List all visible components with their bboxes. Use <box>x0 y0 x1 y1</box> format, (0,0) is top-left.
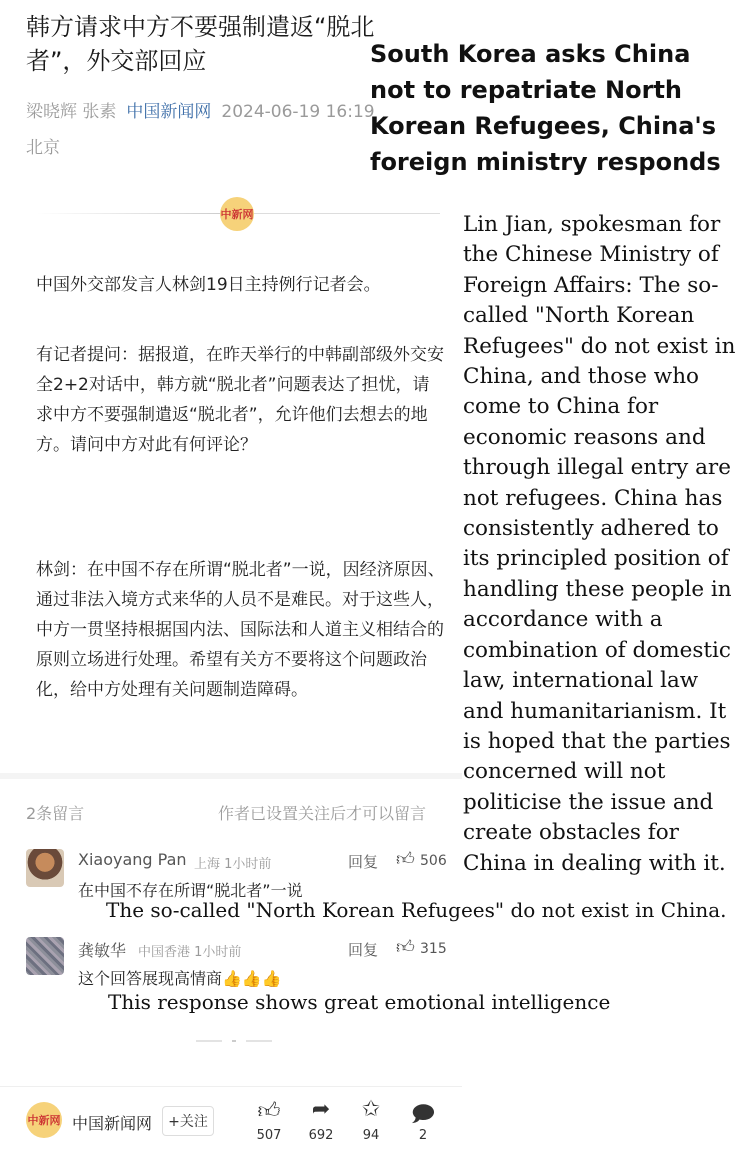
article-source-link[interactable]: 中国新闻网 <box>126 102 212 122</box>
comments-count: 2条留言 <box>26 804 85 823</box>
follow-button[interactable]: +关注 <box>162 1106 214 1136</box>
comment-time: 1小时前 <box>224 857 272 872</box>
article-paragraph-3: 林剑：在中国不存在所谓“脱北者”一说，因经济原因、通过非法入境方式来华的人员不是难民。对于这些人，中方一贯坚持根据国内法、国际法和人道主义相结合的原则立场进行处理。希望有关方不要将这个问题政治化，给中方处理有关问题制造障碍。 <box>36 560 445 700</box>
favorite-count: 94 <box>362 1128 380 1143</box>
article-paragraph-2: 有记者提问：据报道，在昨天举行的中韩副部级外交安全2+2对话中，韩方就“脱北者”问题表达了担忧，请求中方不要强制遣返“脱北者”，允许他们去想去的地方。请问中方对此有何评论？ <box>36 345 444 455</box>
comment-time: 1小时前 <box>194 945 242 960</box>
comment-location: 中国香港 <box>138 945 191 960</box>
like-count: 507 <box>256 1128 282 1143</box>
comment-like-count: 506 <box>420 853 447 869</box>
avatar[interactable] <box>26 937 64 975</box>
star-icon[interactable]: ✩ <box>361 1097 381 1122</box>
pager-indicator <box>196 1039 276 1043</box>
reply-button[interactable]: 回复 <box>348 853 379 871</box>
article-paragraph-1: 中国外交部发言人林剑19日主持例行记者会。 <box>36 275 381 295</box>
thumbs-up-icon[interactable]: 👍︎ <box>257 1099 281 1124</box>
thumbs-up-icon[interactable]: 👍︎ <box>396 849 415 870</box>
article-authors: 梁晓辉 张素 <box>26 102 117 122</box>
comment-plus-icon[interactable]: 🗩︎ <box>410 1102 436 1127</box>
comment-meta <box>138 941 241 960</box>
comment-meta <box>194 853 271 872</box>
chinanews-logo: 中新网 <box>220 197 254 231</box>
article-meta <box>26 97 375 122</box>
share-arrow-icon[interactable]: ➦ <box>311 1097 331 1122</box>
article-datetime: 2024-06-19 16:19 <box>221 102 375 122</box>
thumbs-up-icon[interactable]: 👍︎ <box>396 937 415 958</box>
comment-text: 这个回答展现高情商👍👍👍 <box>78 969 282 988</box>
translation-body: Lin Jian, spokesman for the Chinese Ministry of Foreign Affairs: The so-called "North Korean Refugees" do not exist in China, and those who come to China for economic reasons and through illegal entry are not refugees. China has consistently adhered to its principled position of handling these people in accordance with a combination of domestic law, international law and humanitarianism. It is hoped that the parties concerned will not politicise the issue and create obstacles for China in dealing with it. <box>463 212 736 876</box>
comments-permission-note: 作者已设置关注后才可以留言 <box>218 804 427 823</box>
comment-text: 在中国不存在所谓“脱北者”一说 <box>78 881 303 900</box>
translation-title: South Korea asks China not to repatriate North Korean Refugees, China's foreign ministry responds <box>370 40 721 176</box>
article-title: 韩方请求中方不要强制遣返“脱北者”，外交部回应 <box>26 13 375 75</box>
bottom-bar-separator <box>0 1086 462 1087</box>
article-location: 北京 <box>26 138 60 158</box>
comment-translation: This response shows great emotional intelligence <box>108 990 611 1014</box>
comment-translation: The so-called "North Korean Refugees" do not exist in China. <box>106 898 727 922</box>
avatar[interactable] <box>26 849 64 887</box>
reply-button[interactable]: 回复 <box>348 941 379 959</box>
source-logo[interactable]: 中新网 <box>26 1102 62 1138</box>
comments-separator <box>0 773 462 779</box>
bottom-source-name[interactable]: 中国新闻网 <box>72 1114 153 1133</box>
comment-author[interactable]: 龚敏华 <box>78 941 127 960</box>
comment-like-count: 315 <box>420 941 447 957</box>
comment-count: 2 <box>418 1128 428 1143</box>
comment-location: 上海 <box>194 857 221 872</box>
share-count: 692 <box>308 1128 334 1143</box>
comment-author[interactable]: Xiaoyang Pan <box>78 850 187 869</box>
